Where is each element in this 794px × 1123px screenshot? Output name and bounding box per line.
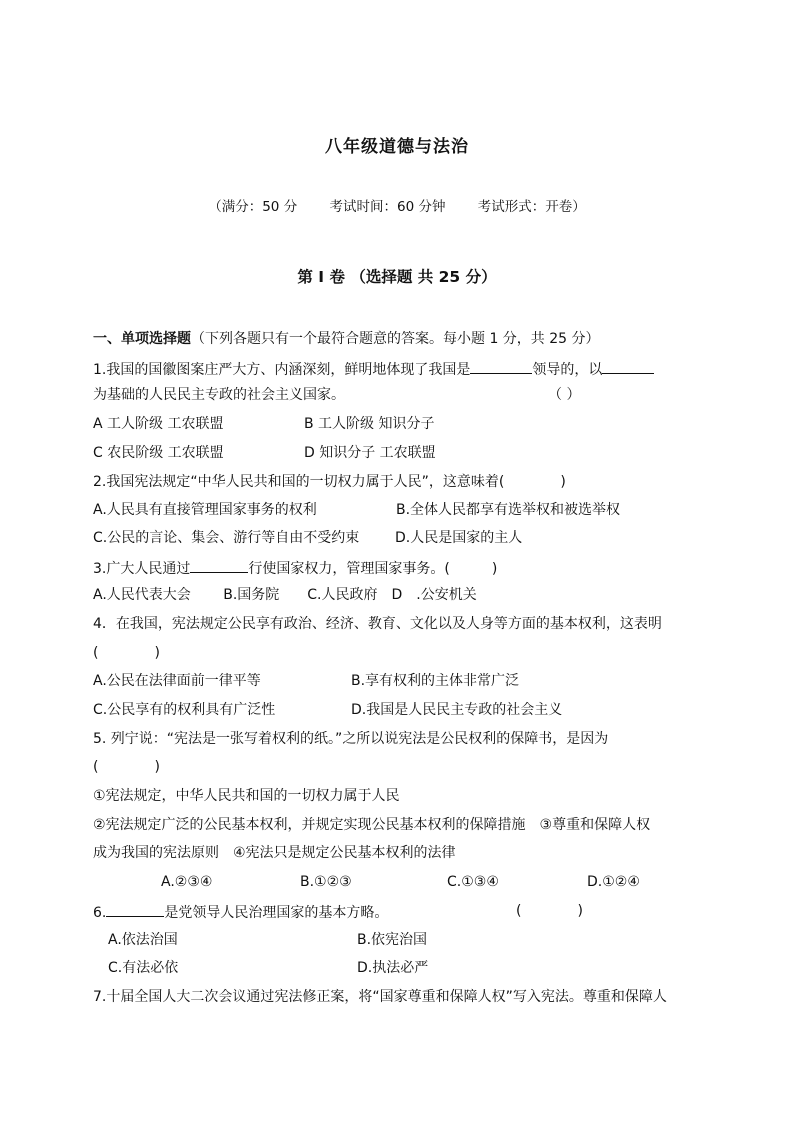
q1-blank-2 [602,358,654,374]
q1-option-d: D 知识分子 工农联盟 [304,445,436,461]
q1-option-a: A 工人阶级 工农联盟 [93,416,224,432]
question-5-stem: 5. 列宁说：“宪法是一张写着权利的纸。”之所以说宪法是公民权利的保障书，是因为 [93,731,609,747]
q1-option-c: C 农民阶级 工农联盟 [93,445,224,461]
q5-statement-1: ①宪法规定，中华人民共和国的一切权力属于人民 [93,788,400,804]
question-4-stem: 4．在我国，宪法规定公民享有政治、经济、教育、文化以及人身等方面的基本权利，这表明 [93,616,662,632]
q3-text-b: 行使国家权力，管理国家事务。( ) [248,561,498,577]
question-6-stem [93,901,388,923]
q6-text: 是党领导人民治理国家的基本方略。 [164,905,389,921]
q5-statement-2: ②宪法规定广泛的公民基本权利，并规定实现公民基本权利的保障措施 ③尊重和保障人权 [93,817,651,833]
q4-option-c: C.公民享有的权利具有广泛性 [93,702,276,718]
exam-meta [0,195,794,215]
q1-option-b: B 工人阶级 知识分子 [304,416,435,432]
q6-option-a: A.依法治国 [108,932,178,948]
question-3-stem [93,557,497,579]
exam-title: 八年级道德与法治 [325,137,469,157]
q2-option-c: C.公民的言论、集会、游行等自由不受约束 [93,530,360,546]
q1-text-a: 1.我国的国徽图案庄严大方、内涵深刻，鲜明地体现了我国是 [93,362,471,378]
full-score: （满分：50 分 [208,199,298,215]
q3-text-a: 3.广大人民通过 [93,561,191,577]
section-heading: 第 I 卷 （选择题 共 25 分） [297,268,497,286]
q6-option-b: B.依宪治国 [357,932,428,948]
q4-option-b: B.享有权利的主体非常广泛 [351,673,520,689]
q5-option-d: D.①②④ [587,874,640,890]
q5-answer-paren: ( ) [93,759,160,775]
q2-option-d: D.人民是国家的主人 [395,530,523,546]
q2-option-a: A.人民具有直接管理国家事务的权利 [93,502,317,518]
q3-blank [190,557,248,573]
q1-blank-1 [470,358,532,374]
q4-answer-paren: ( ) [93,645,160,661]
q3-options: A.人民代表大会 B.国务院 C.人民政府 D .公安机关 [93,587,477,603]
q6-answer-paren: ( ) [516,903,583,919]
q1-answer-paren: （ ） [548,387,581,403]
q5-statement-3: 成为我国的宪法原则 ④宪法只是规定公民基本权利的法律 [93,845,456,861]
q4-option-a: A.公民在法律面前一律平等 [93,673,261,689]
q6-option-c: C.有法必依 [108,960,179,976]
q4-option-d: D.我国是人民民主专政的社会主义 [351,702,563,718]
q6-number: 6. [93,905,107,921]
q6-blank [106,901,164,917]
exam-time: 考试时间：60 分钟 [329,199,446,215]
q5-option-b: B.①②③ [300,874,352,890]
question-2-stem: 2.我国宪法规定“中华人民共和国的一切权力属于人民”，这意味着( ) [93,474,566,490]
q1-text-b: 领导的，以 [532,362,603,378]
part-instruction: （下列各题只有一个最符合题意的答案。每小题 1 分，共 25 分） [191,331,600,347]
q1-line2: 为基础的人民民主专政的社会主义国家。 [93,387,345,403]
question-7-stem: 7.十届全国人大二次会议通过宪法修正案，将“国家尊重和保障人权”写入宪法。尊重和保障人 [93,989,667,1005]
q6-option-d: D.执法必严 [357,960,429,976]
q2-option-b: B.全体人民都享有选举权和被选举权 [396,502,621,518]
exam-form: 考试形式：开卷） [477,199,586,215]
part-heading-line [93,329,600,349]
part-heading: 一、单项选择题 [93,331,191,347]
q5-option-a: A.②③④ [161,874,213,890]
q5-option-c: C.①③④ [447,874,499,890]
question-1-stem [93,358,654,380]
